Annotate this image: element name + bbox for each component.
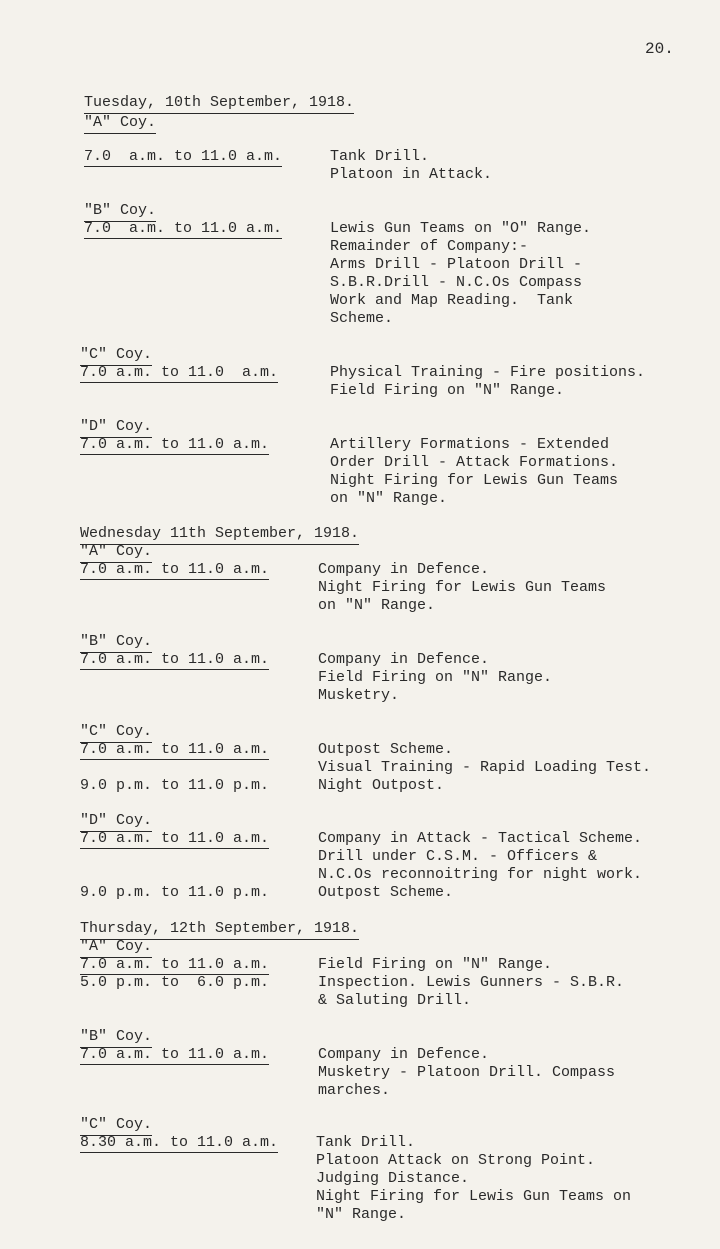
activity-line: Night Firing for Lewis Gun Teams on [316,1188,632,1205]
company-label: "C" Coy. [80,723,152,743]
activity-line: on "N" Range. [318,597,436,614]
company-label: "D" Coy. [80,812,152,832]
day-heading: Tuesday, 10th September, 1918. [84,94,354,114]
entry-time: 9.0 p.m. to 11.0 p.m. [80,777,270,794]
activity-line: Musketry. [318,687,400,704]
activity-line: on "N" Range. [330,490,448,507]
entry-time: 7.0 a.m. to 11.0 a.m. [80,741,270,758]
entry-time: 7.0 a.m. to 11.0 a.m. [84,220,283,237]
activity-line: Company in Defence. [318,561,490,578]
entry-time: 5.0 p.m. to 6.0 p.m. [80,974,270,991]
activity-line: Tank Drill. [330,148,430,165]
activity-line: Judging Distance. [316,1170,470,1187]
activity-line: Company in Defence. [318,1046,490,1063]
activity-line: Outpost Scheme. [318,741,454,758]
activity-line: Field Firing on "N" Range. [318,669,553,686]
activity-line: Scheme. [330,310,394,327]
company-label: "A" Coy. [80,938,152,958]
activity-line: Tank Drill. [316,1134,416,1151]
company-label: "B" Coy. [84,202,156,222]
entry-time: 7.0 a.m. to 11.0 a.m. [80,561,270,578]
activity-line: Night Firing for Lewis Gun Teams [318,579,607,596]
company-label: "A" Coy. [80,543,152,563]
activity-line: Company in Attack - Tactical Scheme. [318,830,643,847]
activity-line: Remainder of Company:- [330,238,529,255]
activity-line: Night Firing for Lewis Gun Teams [330,472,619,489]
entry-time: 7.0 a.m. to 11.0 a.m. [80,956,270,973]
entry-time: 8.30 a.m. to 11.0 a.m. [80,1134,279,1151]
activity-line: S.B.R.Drill - N.C.Os Compass [330,274,583,291]
company-label: "D" Coy. [80,418,152,438]
entry-time: 7.0 a.m. to 11.0 a.m. [80,436,270,453]
page-number: 20. [645,40,674,58]
activity-line: Outpost Scheme. [318,884,454,901]
activity-line: Musketry - Platoon Drill. Compass [318,1064,616,1081]
company-label: "B" Coy. [80,633,152,653]
activity-line: Company in Defence. [318,651,490,668]
day-heading: Thursday, 12th September, 1918. [80,920,359,940]
activity-line: Artillery Formations - Extended [330,436,610,453]
activity-line: Platoon Attack on Strong Point. [316,1152,596,1169]
entry-time: 7.0 a.m. to 11.0 a.m. [80,651,270,668]
activity-line: Field Firing on "N" Range. [318,956,553,973]
activity-line: Platoon in Attack. [330,166,493,183]
company-label: "C" Coy. [80,346,152,366]
activity-line: & Saluting Drill. [318,992,472,1009]
activity-line: Visual Training - Rapid Loading Test. [318,759,652,776]
company-label: "C" Coy. [80,1116,152,1136]
company-label: "A" Coy. [84,114,156,134]
entry-time: 7.0 a.m. to 11.0 a.m. [80,1046,270,1063]
entry-time: 9.0 p.m. to 11.0 p.m. [80,884,270,901]
day-heading: Wednesday 11th September, 1918. [80,525,359,545]
activity-line: Night Outpost. [318,777,445,794]
activity-line: N.C.Os reconnoitring for night work. [318,866,643,883]
activity-line: Physical Training - Fire positions. [330,364,646,381]
company-label: "B" Coy. [80,1028,152,1048]
activity-line: Drill under C.S.M. - Officers & [318,848,598,865]
entry-time: 7.0 a.m. to 11.0 a.m. [84,148,283,165]
activity-line: Arms Drill - Platoon Drill - [330,256,583,273]
activity-line: Inspection. Lewis Gunners - S.B.R. [318,974,625,991]
activity-line: "N" Range. [316,1206,407,1223]
entry-time: 7.0 a.m. to 11.0 a.m. [80,364,279,381]
activity-line: marches. [318,1082,391,1099]
activity-line: Field Firing on "N" Range. [330,382,565,399]
activity-line: Work and Map Reading. Tank [330,292,574,309]
entry-time: 7.0 a.m. to 11.0 a.m. [80,830,270,847]
activity-line: Lewis Gun Teams on "O" Range. [330,220,592,237]
activity-line: Order Drill - Attack Formations. [330,454,619,471]
